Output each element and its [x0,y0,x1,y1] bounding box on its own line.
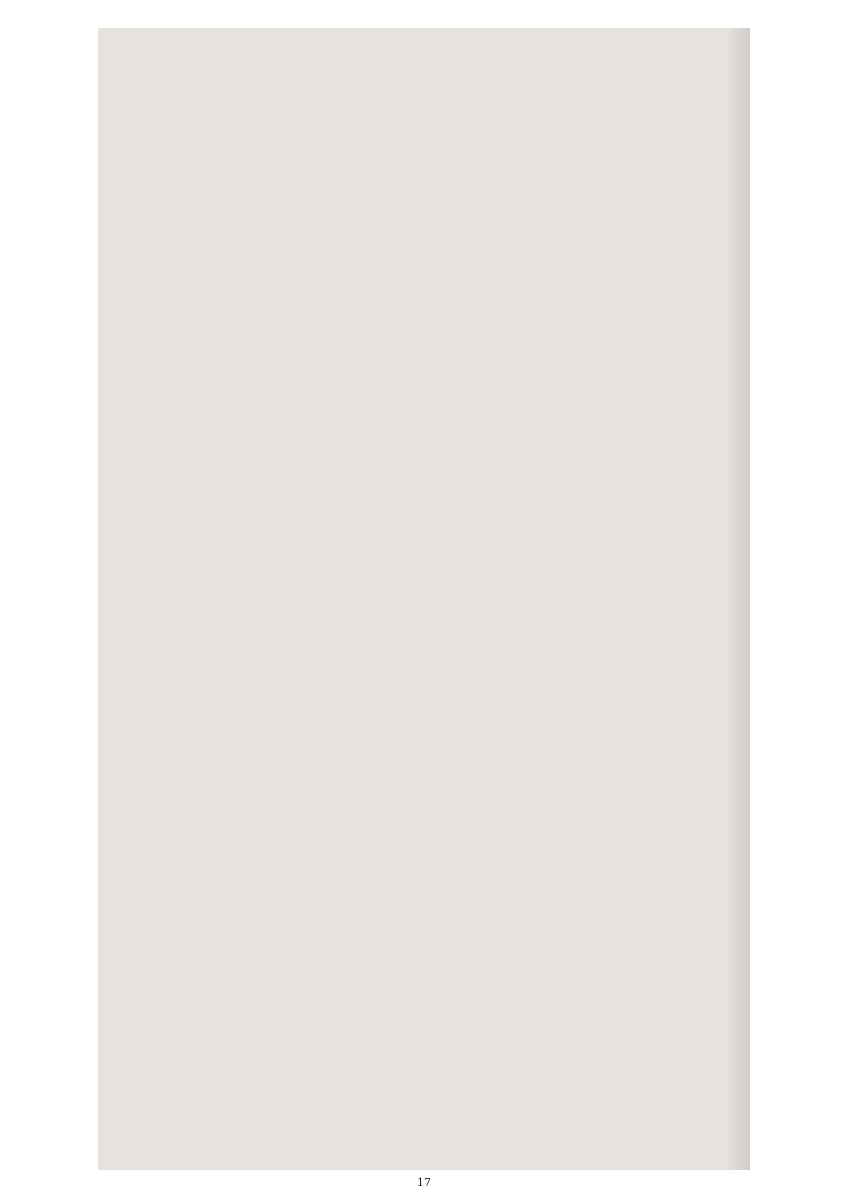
text-line [126,924,728,951]
running-head [124,78,726,100]
text-line [126,432,728,459]
text-line [126,1006,728,1033]
text-line [126,1142,728,1169]
text-line [126,842,728,869]
text-line [126,623,728,650]
text-line [126,733,728,760]
text-line [126,705,728,732]
text-line [126,678,728,705]
text-line [126,122,728,149]
text-line [126,869,728,896]
text-line [126,569,728,596]
text-line [126,1060,728,1087]
text-line [126,978,728,1005]
text-line [126,204,728,231]
page-fold-shadow [726,28,750,1170]
text-line [126,814,728,841]
scanned-page [98,28,750,1170]
text-line [126,258,728,285]
text-line [126,787,728,814]
footer-page-number: 17 [417,1176,431,1189]
text-line [126,340,728,367]
text-line [126,651,728,678]
text-line [126,286,728,313]
text-line [126,231,728,258]
text-line [126,896,728,923]
text-line [126,951,728,978]
text-line [126,405,728,432]
body-text [126,122,728,1169]
text-line [126,1033,728,1060]
text-line [126,368,728,395]
text-line [126,460,728,487]
text-line [126,149,728,176]
text-line [126,313,728,340]
text-line [126,1087,728,1114]
text-line [126,760,728,787]
text-line [126,487,728,514]
text-line [126,514,728,541]
text-line [126,177,728,204]
text-line [126,541,728,568]
text-line [126,596,728,623]
text-line [126,1115,728,1142]
